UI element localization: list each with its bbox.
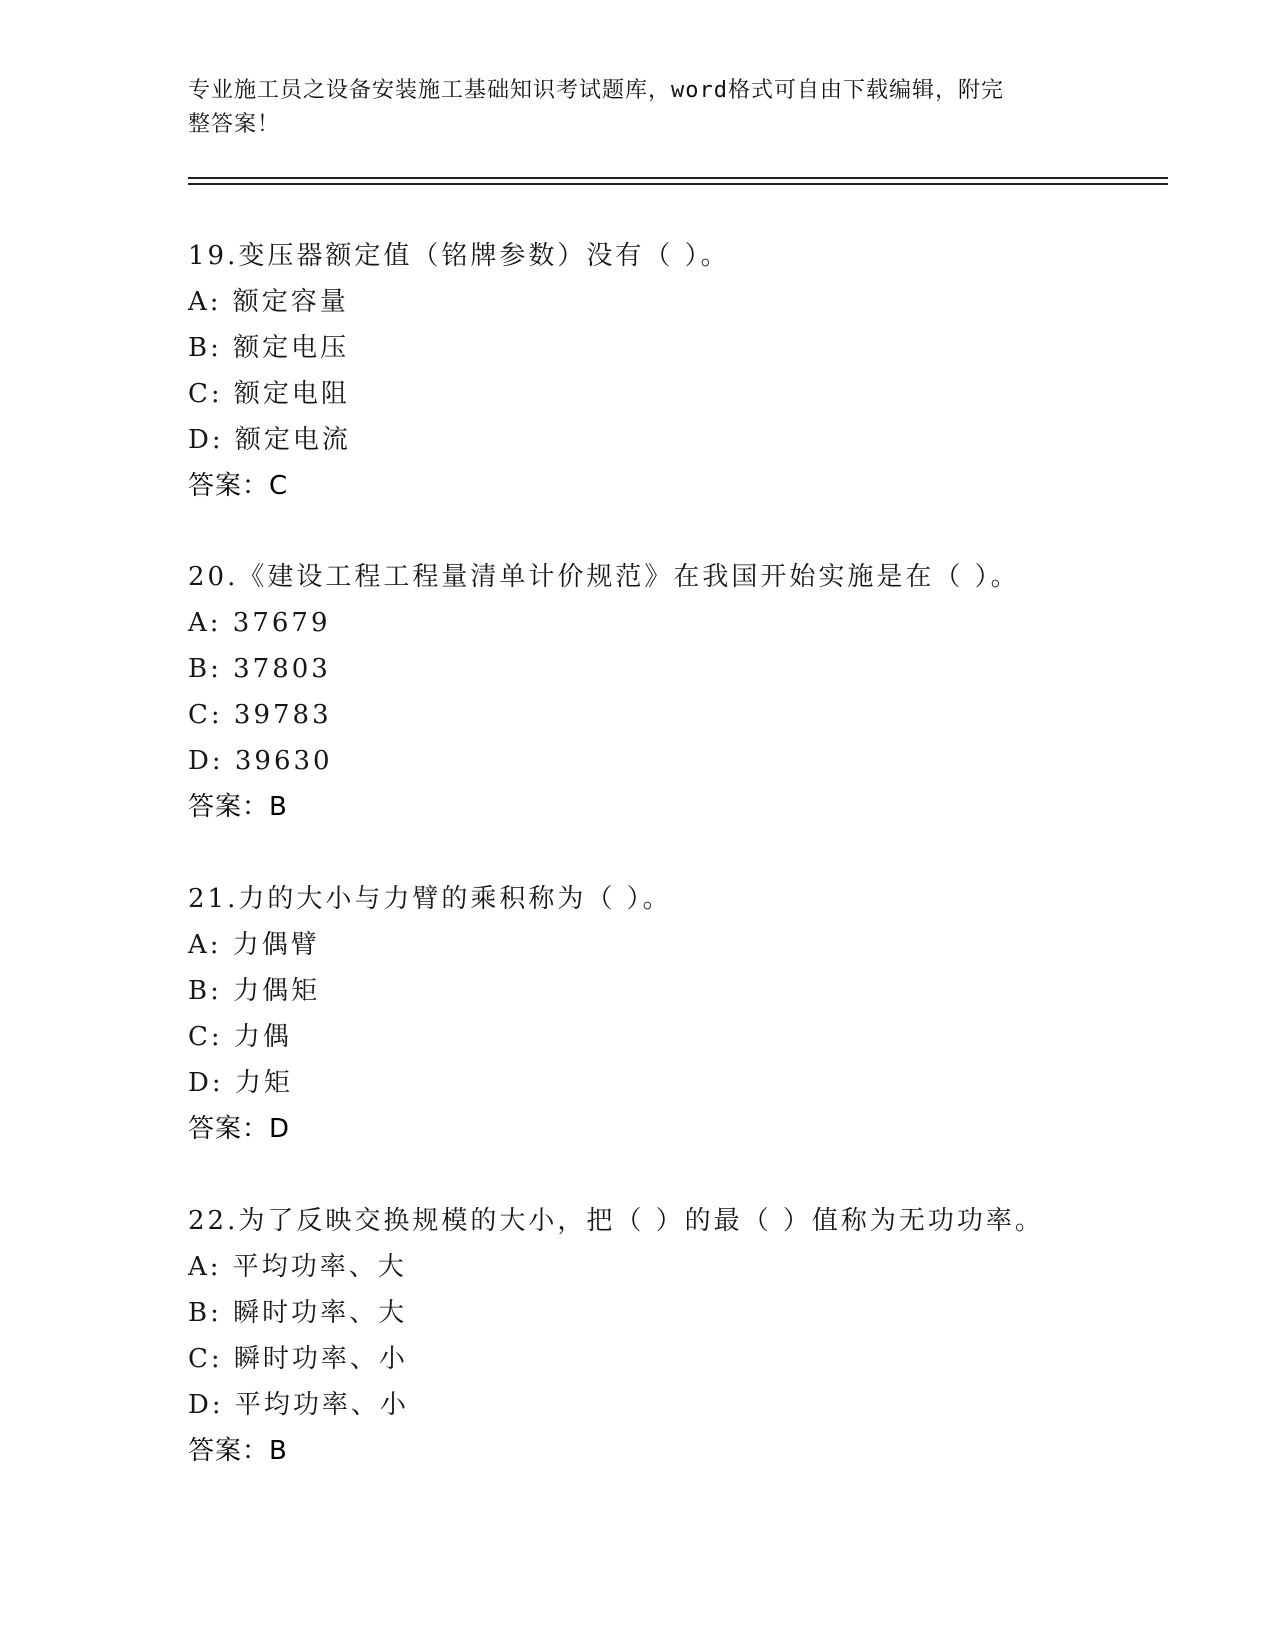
- option-a: A: 额定容量: [188, 287, 349, 317]
- option-c: C: 瞬时功率、小: [188, 1344, 408, 1374]
- question-22: [188, 1198, 1188, 1474]
- question-19: [188, 233, 1188, 509]
- option-c: C: 力偶: [188, 1022, 292, 1052]
- option-b: B: 力偶矩: [188, 976, 321, 1006]
- answer-line: 答案：D: [188, 1114, 291, 1144]
- option-b: B: 额定电压: [188, 333, 350, 363]
- option-b: B: 37803: [188, 654, 331, 684]
- option-d: D: 平均功率、小: [188, 1390, 409, 1420]
- document-header: [188, 74, 1088, 142]
- option-b: B: 瞬时功率、大: [188, 1298, 408, 1328]
- header-line-2: 整答案！: [188, 112, 281, 137]
- option-a: A: 力偶臂: [188, 930, 320, 960]
- header-divider-bottom: [188, 183, 1168, 185]
- question-20: [188, 554, 1188, 830]
- answer-line: 答案：B: [188, 1436, 288, 1466]
- option-a: A: 平均功率、大: [188, 1252, 407, 1282]
- header-line-1: 专业施工员之设备安装施工基础知识考试题库，word格式可自由下载编辑，附完: [188, 78, 1004, 103]
- question-21: [188, 876, 1188, 1152]
- question-stem: 19.变压器额定值（铭牌参数）没有（ ）。: [188, 241, 730, 271]
- option-c: C: 额定电阻: [188, 379, 350, 409]
- question-stem: 22.为了反映交换规模的大小，把（ ）的最（ ）值称为无功功率。: [188, 1206, 1044, 1236]
- question-stem: 21.力的大小与力臂的乘积称为（ ）。: [188, 884, 672, 914]
- option-d: D: 额定电流: [188, 425, 351, 455]
- option-c: C: 39783: [188, 700, 332, 730]
- option-d: D: 力矩: [188, 1068, 293, 1098]
- answer-line: 答案：B: [188, 792, 288, 822]
- answer-line: 答案：C: [188, 471, 289, 501]
- option-a: A: 37679: [188, 608, 331, 638]
- option-d: D: 39630: [188, 746, 333, 776]
- question-stem: 20.《建设工程工程量清单计价规范》在我国开始实施是在（ ）。: [188, 562, 1020, 592]
- header-divider-top: [188, 177, 1168, 179]
